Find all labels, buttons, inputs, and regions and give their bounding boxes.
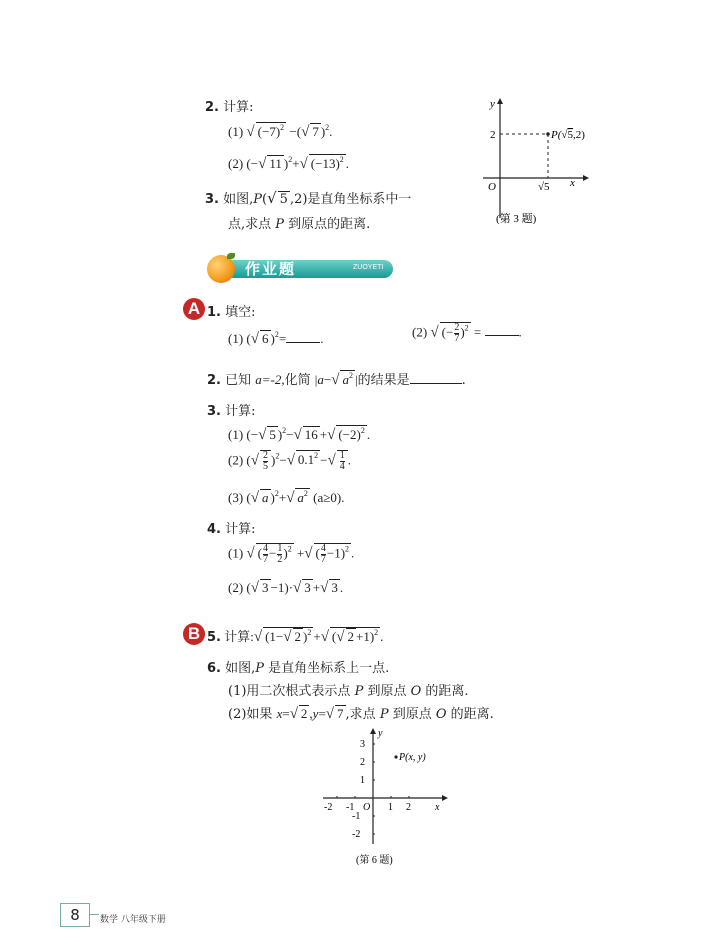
a-q3-part2: (2) (√ $\frac{2}{5}$ )$^2$−√ $0.1^2$ −√ $\frac{1}{4}$ . [228, 450, 351, 472]
y-tick-label: -2 [352, 829, 361, 840]
figure-6-coordinate-plot [318, 726, 453, 870]
y-axis-arrow [370, 728, 376, 734]
a-q3-part1: (1) (−√ 5 )$^2$−√ 16 +√ $(-2)^2$ . [228, 426, 371, 443]
a-q4: 4. 计算: [207, 522, 256, 537]
point-label: P(√5,2) [551, 129, 585, 141]
y-axis-arrow [497, 98, 503, 104]
banner-pinyin: ZUOYETI [353, 264, 384, 271]
q2-part2: (2) (−√ 11 )$^2$+√ $(-13)^2$ . [228, 155, 350, 172]
y-tick-label: 2 [360, 757, 365, 768]
q2-part1: (1) √ $(-7)^2$ −(√ 7 )$^2$. [228, 123, 333, 140]
y-tick-label: -1 [352, 811, 361, 822]
y-label: y [490, 98, 495, 110]
x-label: x [570, 177, 575, 189]
x-axis-arrow [442, 795, 448, 801]
point-p [394, 755, 397, 758]
x-axis-arrow [583, 175, 589, 181]
figure-3-coordinate-plot [478, 98, 593, 228]
y-tick-label: 1 [360, 775, 365, 786]
y-tick-2: 2 [490, 129, 496, 141]
a-q2: 2. 已知 a=-2,化简 |a−√ $a^2$ |的结果是 . [207, 371, 466, 388]
figure-3-caption: (第 3 题) [496, 213, 537, 225]
a-q4-part2: (2) (√ 3 −1)·√ 3 +√ 3 . [228, 580, 344, 596]
origin-label: O [488, 181, 496, 193]
page-number: 8 [70, 906, 80, 924]
q2-number: 2. [205, 100, 219, 115]
b-q5: 5. 计算:√ (1−√ 2 )$^2$ +√ (√ 2 +1)$^2$ . [207, 628, 384, 645]
b-q6-sub1: (1)用二次根式表示点 P 到原点 O 的距离. [228, 684, 469, 699]
y-tick-label: 3 [360, 739, 365, 750]
figure-6-caption: (第 6 题) [356, 855, 393, 866]
point-p [546, 132, 550, 136]
x-label: x [435, 802, 440, 813]
y-label: y [378, 728, 383, 739]
page-number-box [60, 903, 90, 927]
a-q1-part1: (1) (√ 6 )$^2$= . [228, 330, 324, 347]
x-tick-label: 1 [388, 802, 393, 813]
footer-rule [89, 914, 99, 915]
a-q3: 3. 计算: [207, 404, 256, 419]
q2-top [205, 96, 254, 115]
q3-top-line2: 点,求点 P 到原点的距离. [228, 217, 371, 232]
x-tick-label: -2 [324, 802, 333, 813]
point-label: P(x, y) [399, 752, 426, 763]
homework-banner [207, 255, 393, 283]
group-a-badge: A [183, 298, 205, 320]
b-q6: 6. 如图,P 是直角坐标系上一点. [207, 661, 390, 676]
q2-label: 计算: [223, 100, 254, 115]
b-q6-sub2: (2)如果 x=√ 2 ,y=√ 7 ,求点 P 到原点 O 的距离. [228, 706, 494, 722]
origin-label: O [363, 802, 371, 813]
banner-leaf-icon [227, 253, 235, 259]
q3-top-line1: 3. 如图,P(√ 5 ,2)是直角坐标系中一 [205, 189, 412, 207]
a-q1-part2: (2) √ (− $\frac{2}{7}$ )$^2$ = . [412, 322, 522, 344]
banner-orb-icon [207, 255, 235, 283]
footer-book-title: 数学 八年级下册 [100, 915, 166, 925]
banner-title: 作业题 [245, 260, 297, 278]
x-tick-label: -1 [346, 802, 355, 813]
a-q1: 1. 填空: [207, 305, 256, 320]
a-q4-part1: (1) √ ( $\frac{4}{7}$ − $\frac{1}{2}$ )$^2$ +√ ( $\frac{4}{7}$ −1)$^2$ . [228, 543, 355, 565]
x-tick-label: 2 [406, 802, 411, 813]
group-b-badge: B [183, 623, 205, 645]
x-tick-sqrt5: √5 [538, 181, 550, 193]
a-q3-part3: (3) (√ a )$^2$+√ $a^2$ (a≥0). [228, 489, 345, 506]
